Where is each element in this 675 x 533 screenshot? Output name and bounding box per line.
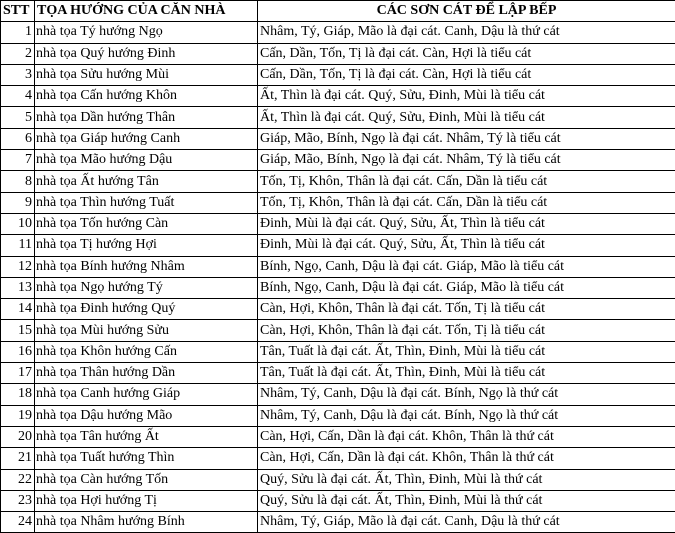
table-row bbox=[1, 64, 675, 85]
kitchen-direction-cell: Giáp, Mão, Bính, Ngọ là đại cát. Nhâm, Tý là tiểu cát bbox=[258, 150, 675, 171]
table-row bbox=[1, 512, 675, 533]
row-number: 14 bbox=[1, 299, 35, 320]
row-number: 23 bbox=[1, 490, 35, 511]
table-row bbox=[1, 363, 675, 384]
table-row bbox=[1, 256, 675, 277]
house-orientation-cell: nhà tọa Ất hướng Tân bbox=[35, 171, 258, 192]
table-row bbox=[1, 277, 675, 298]
kitchen-direction-cell: Nhâm, Tý, Canh, Dậu là đại cát. Bính, Ngọ là thứ cát bbox=[258, 384, 675, 405]
kitchen-direction-cell: Nhâm, Tý, Canh, Dậu là đại cát. Bính, Ngọ là thứ cát bbox=[258, 405, 675, 426]
table-row bbox=[1, 341, 675, 362]
row-number: 17 bbox=[1, 363, 35, 384]
table-row bbox=[1, 213, 675, 234]
kitchen-direction-cell: Tân, Tuất là đại cát. Ất, Thìn, Đinh, Mùi là tiểu cát bbox=[258, 363, 675, 384]
house-orientation-cell: nhà tọa Mùi hướng Sửu bbox=[35, 320, 258, 341]
kitchen-direction-cell: Đinh, Mùi là đại cát. Quý, Sửu, Ất, Thìn là tiểu cát bbox=[258, 235, 675, 256]
house-orientation-cell: nhà tọa Tốn hướng Càn bbox=[35, 213, 258, 234]
house-orientation-cell: nhà tọa Thìn hướng Tuất bbox=[35, 192, 258, 213]
house-orientation-cell: nhà tọa Tý hướng Ngọ bbox=[35, 22, 258, 43]
kitchen-direction-cell: Ất, Thìn là đại cát. Quý, Sửu, Đinh, Mùi là tiểu cát bbox=[258, 86, 675, 107]
table-row bbox=[1, 384, 675, 405]
table-row bbox=[1, 405, 675, 426]
table-row bbox=[1, 171, 675, 192]
house-orientation-cell: nhà tọa Dậu hướng Mão bbox=[35, 405, 258, 426]
table-header-row bbox=[1, 1, 675, 22]
row-number: 7 bbox=[1, 150, 35, 171]
kitchen-direction-cell: Tân, Tuất là đại cát. Ất, Thìn, Đinh, Mùi là tiểu cát bbox=[258, 341, 675, 362]
row-number: 1 bbox=[1, 22, 35, 43]
table-row bbox=[1, 469, 675, 490]
table-body bbox=[1, 22, 675, 533]
house-orientation-cell: nhà tọa Tân hướng Ất bbox=[35, 426, 258, 447]
house-orientation-cell: nhà tọa Canh hướng Giáp bbox=[35, 384, 258, 405]
house-orientation-cell: nhà tọa Quý hướng Đinh bbox=[35, 43, 258, 64]
house-orientation-cell: nhà tọa Khôn hướng Cấn bbox=[35, 341, 258, 362]
house-orientation-cell: nhà tọa Nhâm hướng Bính bbox=[35, 512, 258, 533]
house-orientation-cell: nhà tọa Hợi hướng Tị bbox=[35, 490, 258, 511]
kitchen-direction-cell: Càn, Hợi, Khôn, Thân là đại cát. Tốn, Tị là tiểu cát bbox=[258, 320, 675, 341]
kitchen-direction-cell: Đinh, Mùi là đại cát. Quý, Sửu, Ất, Thìn là tiểu cát bbox=[258, 213, 675, 234]
row-number: 19 bbox=[1, 405, 35, 426]
row-number: 2 bbox=[1, 43, 35, 64]
row-number: 3 bbox=[1, 64, 35, 85]
house-orientation-cell: nhà tọa Ngọ hướng Tý bbox=[35, 277, 258, 298]
row-number: 12 bbox=[1, 256, 35, 277]
kitchen-direction-cell: Giáp, Mão, Bính, Ngọ là đại cát. Nhâm, Tý là tiểu cát bbox=[258, 128, 675, 149]
header-stt: STT bbox=[1, 1, 35, 22]
table-row bbox=[1, 150, 675, 171]
row-number: 20 bbox=[1, 426, 35, 447]
house-orientation-cell: nhà tọa Đinh hướng Quý bbox=[35, 299, 258, 320]
kitchen-direction-cell: Bính, Ngọ, Canh, Dậu là đại cát. Giáp, Mão là tiểu cát bbox=[258, 277, 675, 298]
kitchen-direction-cell: Tốn, Tị, Khôn, Thân là đại cát. Cấn, Dần là tiểu cát bbox=[258, 171, 675, 192]
row-number: 16 bbox=[1, 341, 35, 362]
table-row bbox=[1, 128, 675, 149]
kitchen-direction-cell: Càn, Hợi, Khôn, Thân là đại cát. Tốn, Tị là tiểu cát bbox=[258, 299, 675, 320]
kitchen-direction-cell: Tốn, Tị, Khôn, Thân là đại cát. Cấn, Dần là tiểu cát bbox=[258, 192, 675, 213]
row-number: 5 bbox=[1, 107, 35, 128]
kitchen-direction-cell: Cấn, Dần, Tốn, Tị là đại cát. Càn, Hợi là tiểu cát bbox=[258, 43, 675, 64]
row-number: 15 bbox=[1, 320, 35, 341]
kitchen-direction-cell: Càn, Hợi, Cấn, Dần là đại cát. Khôn, Thân là thứ cát bbox=[258, 426, 675, 447]
row-number: 6 bbox=[1, 128, 35, 149]
kitchen-direction-cell: Ất, Thìn là đại cát. Quý, Sửu, Đinh, Mùi là tiểu cát bbox=[258, 107, 675, 128]
house-orientation-cell: nhà tọa Dần hướng Thân bbox=[35, 107, 258, 128]
row-number: 18 bbox=[1, 384, 35, 405]
kitchen-direction-cell: Nhâm, Tý, Giáp, Mão là đại cát. Canh, Dậu là thứ cát bbox=[258, 512, 675, 533]
row-number: 9 bbox=[1, 192, 35, 213]
row-number: 24 bbox=[1, 512, 35, 533]
table-row bbox=[1, 320, 675, 341]
table-row bbox=[1, 192, 675, 213]
kitchen-direction-cell: Càn, Hợi, Cấn, Dần là đại cát. Khôn, Thân là thứ cát bbox=[258, 448, 675, 469]
house-orientation-cell: nhà tọa Càn hướng Tốn bbox=[35, 469, 258, 490]
row-number: 11 bbox=[1, 235, 35, 256]
kitchen-direction-cell: Quý, Sửu là đại cát. Ất, Thìn, Đinh, Mùi là thứ cát bbox=[258, 490, 675, 511]
house-orientation-cell: nhà tọa Tuất hướng Thìn bbox=[35, 448, 258, 469]
house-orientation-cell: nhà tọa Bính hướng Nhâm bbox=[35, 256, 258, 277]
table-row bbox=[1, 448, 675, 469]
header-kitchen-directions: CÁC SƠN CÁT ĐỂ LẬP BẾP bbox=[258, 1, 675, 22]
kitchen-direction-cell: Cấn, Dần, Tốn, Tị là đại cát. Càn, Hợi là tiểu cát bbox=[258, 64, 675, 85]
house-orientation-cell: nhà tọa Mão hướng Dậu bbox=[35, 150, 258, 171]
table-row bbox=[1, 86, 675, 107]
table-row bbox=[1, 426, 675, 447]
house-orientation-cell: nhà tọa Cấn hướng Khôn bbox=[35, 86, 258, 107]
kitchen-direction-cell: Bính, Ngọ, Canh, Dậu là đại cát. Giáp, Mão là tiểu cát bbox=[258, 256, 675, 277]
row-number: 10 bbox=[1, 213, 35, 234]
row-number: 4 bbox=[1, 86, 35, 107]
table-row bbox=[1, 235, 675, 256]
house-orientation-cell: nhà tọa Thân hướng Dần bbox=[35, 363, 258, 384]
table-row bbox=[1, 22, 675, 43]
row-number: 21 bbox=[1, 448, 35, 469]
table-row bbox=[1, 299, 675, 320]
house-orientation-cell: nhà tọa Giáp hướng Canh bbox=[35, 128, 258, 149]
table-row bbox=[1, 43, 675, 64]
kitchen-direction-cell: Quý, Sửu là đại cát. Ất, Thìn, Đinh, Mùi là thứ cát bbox=[258, 469, 675, 490]
table-row bbox=[1, 107, 675, 128]
header-house-orientation: TỌA HƯỚNG CỦA CĂN NHÀ bbox=[35, 1, 258, 22]
table-row bbox=[1, 490, 675, 511]
row-number: 22 bbox=[1, 469, 35, 490]
house-orientation-cell: nhà tọa Tị hướng Hợi bbox=[35, 235, 258, 256]
kitchen-direction-cell: Nhâm, Tý, Giáp, Mão là đại cát. Canh, Dậu là thứ cát bbox=[258, 22, 675, 43]
row-number: 8 bbox=[1, 171, 35, 192]
row-number: 13 bbox=[1, 277, 35, 298]
house-orientation-cell: nhà tọa Sửu hướng Mùi bbox=[35, 64, 258, 85]
